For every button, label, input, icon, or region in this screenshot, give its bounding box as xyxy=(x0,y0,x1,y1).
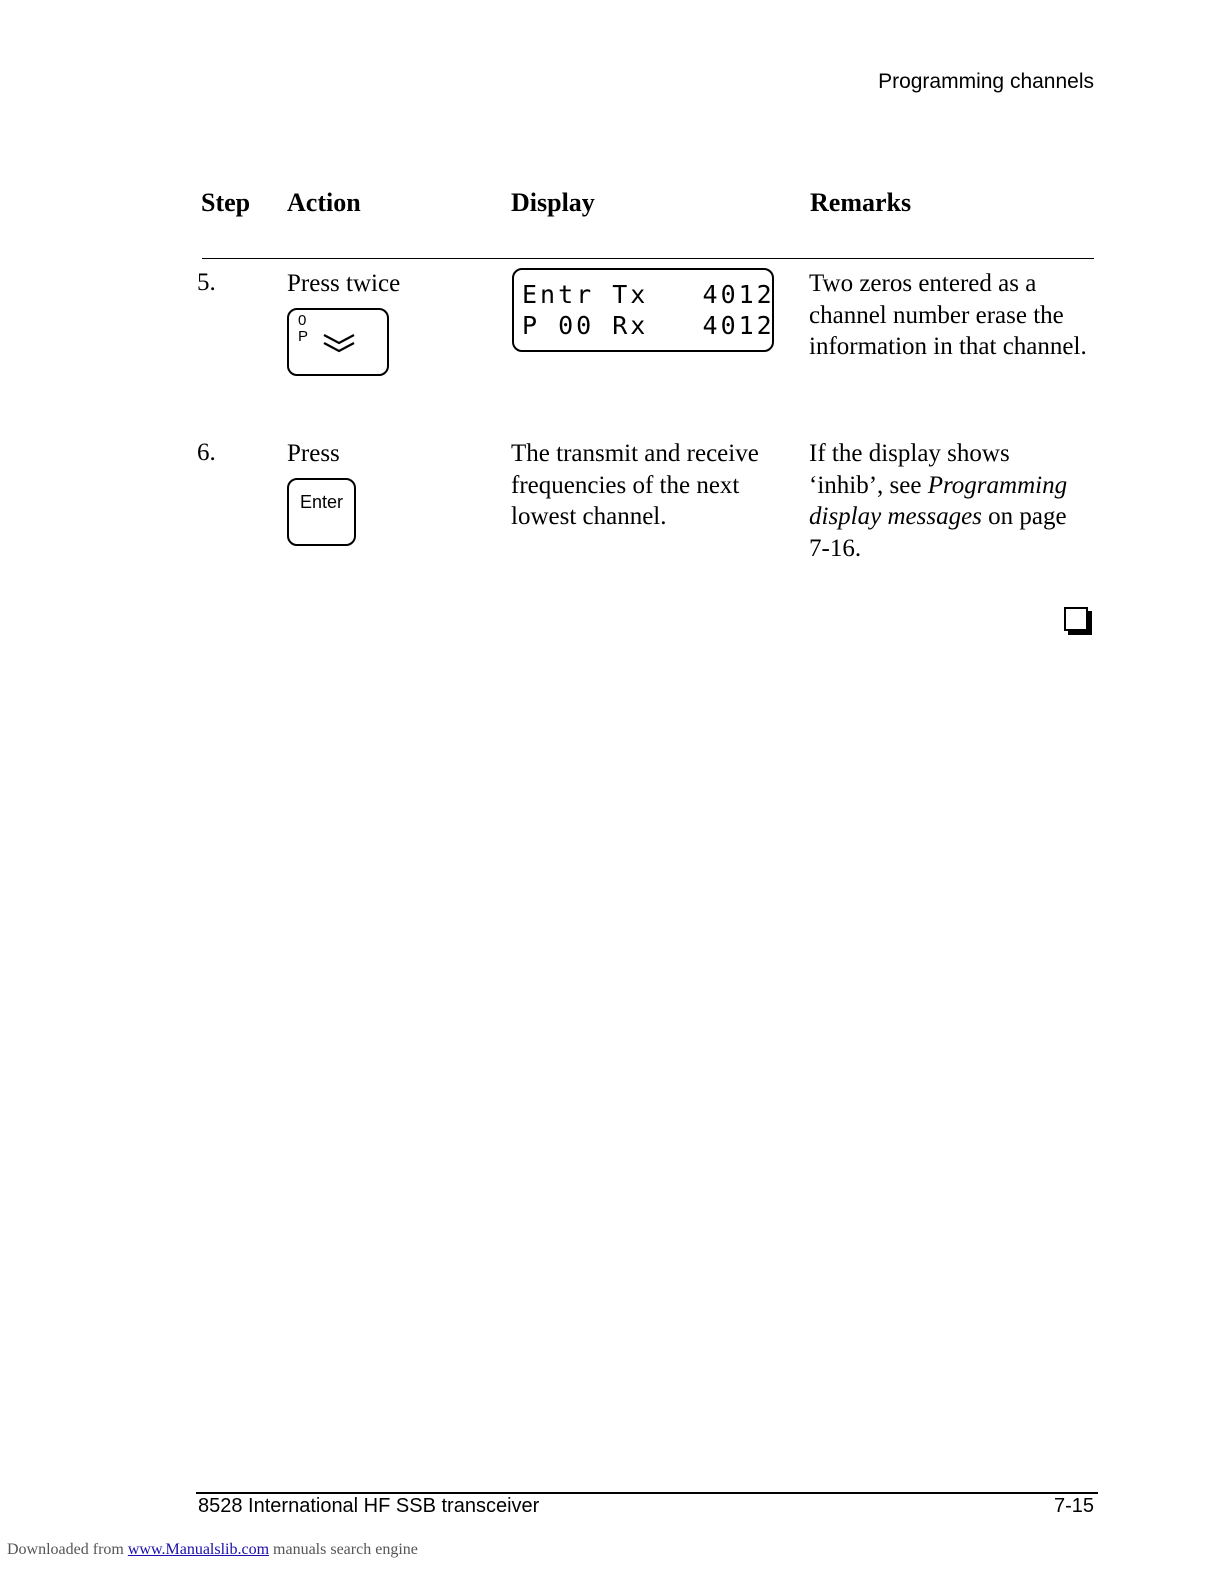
running-head: Programming channels xyxy=(878,70,1094,93)
page-number: 7-15 xyxy=(1053,1495,1094,1517)
lcd-line-2: P 00 Rx 4012 xyxy=(522,311,775,340)
action-text-6: Press xyxy=(287,440,340,467)
manualslib-link[interactable]: www.Manualslib.com xyxy=(127,1541,270,1558)
column-header-step: Step xyxy=(201,188,251,217)
program-down-key xyxy=(287,308,389,376)
end-of-section-icon xyxy=(1064,607,1088,631)
footer-rule xyxy=(196,1492,1098,1494)
download-note xyxy=(7,1541,418,1559)
step-number-6: 6. xyxy=(197,439,216,466)
lcd-display xyxy=(512,268,774,352)
action-text-5: Press twice xyxy=(287,270,401,297)
step-number-5: 5. xyxy=(197,269,216,296)
remarks-6-text: If the display shows ‘inhib’, see xyxy=(809,440,1010,499)
column-header-remarks: Remarks xyxy=(810,188,912,217)
download-note-text: Downloaded from xyxy=(7,1541,124,1558)
download-note-suffix: manuals search engine xyxy=(273,1541,418,1558)
cross-reference: Programming display messages xyxy=(809,471,1068,530)
display-description-6: The transmit and receive frequencies of the next lowest channel. xyxy=(511,440,759,530)
remarks-6-page-ref: on page 7-16. xyxy=(809,503,1067,562)
enter-key xyxy=(287,478,356,546)
table-header-rule xyxy=(202,258,1094,259)
lcd-line-1: Entr Tx 4012 xyxy=(522,280,775,309)
remarks-6 xyxy=(809,438,1079,564)
enter-key-label: Enter xyxy=(299,492,344,512)
remarks-5: Two zeros entered as a channel number erase the information in that channel. xyxy=(809,270,1087,360)
key-label-zero: 0 xyxy=(298,312,307,329)
column-header-action: Action xyxy=(287,188,361,217)
key-label-p: P xyxy=(298,328,309,345)
double-chevron-down-icon xyxy=(322,330,356,356)
column-header-display: Display xyxy=(511,188,595,217)
footer-title: 8528 International HF SSB transceiver xyxy=(198,1495,540,1517)
